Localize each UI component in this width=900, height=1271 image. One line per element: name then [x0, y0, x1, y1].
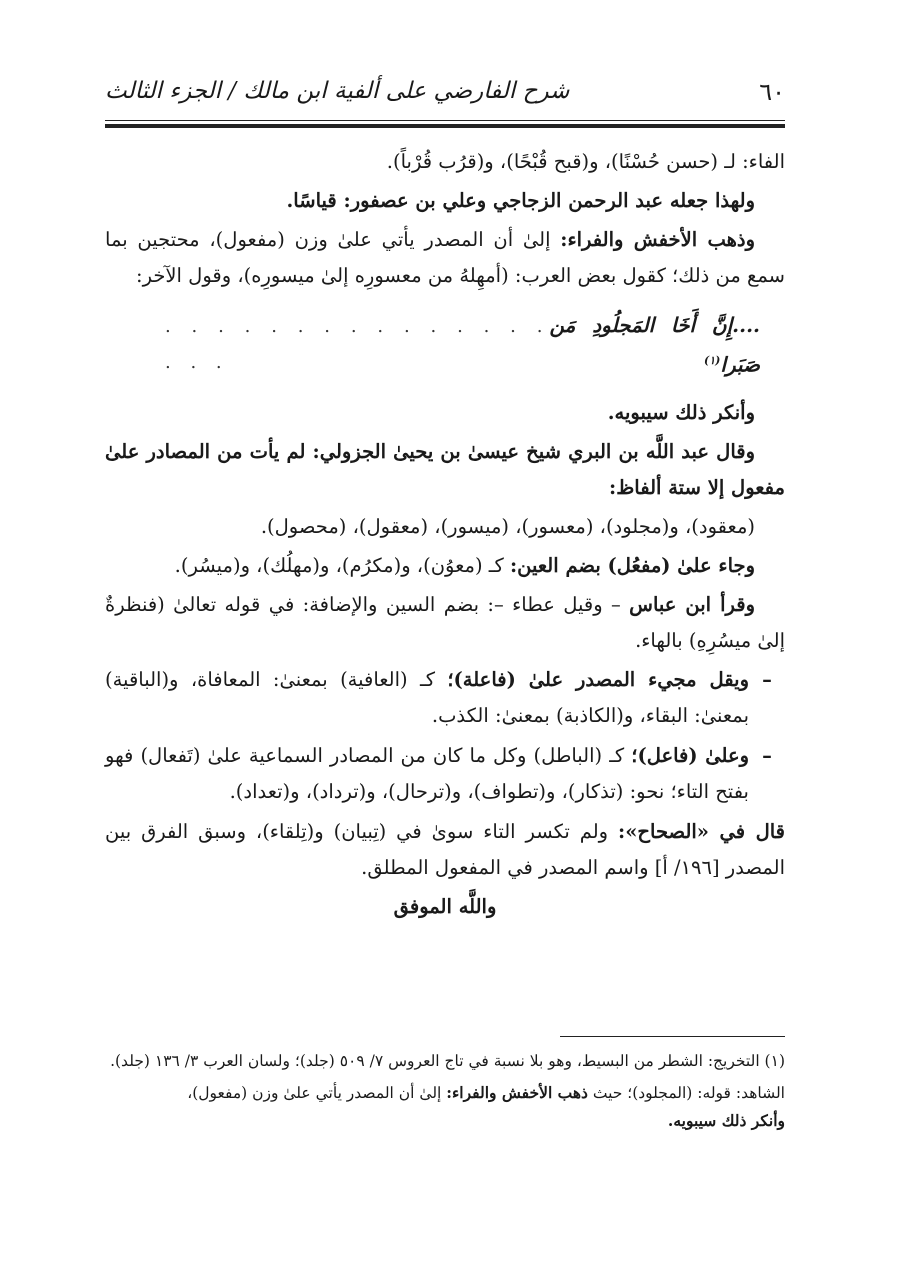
verse-hemistich: ....إِنَّ أَخَا المَجلُودِ مَن صَبَرا — [549, 313, 760, 377]
page-header — [105, 70, 785, 116]
main-text — [105, 144, 785, 928]
paragraph-3-text: إلىٰ أن المصدر يأتي علىٰ وزن (مفعول)، محتجين بما سمع من ذلك؛ كقول بعض العرب: (أمهِلهُ من معسورِه إلىٰ ميسورِه)، وقول الآخر: — [105, 228, 785, 287]
paragraph-9-lead: قال في «الصحاح»: — [618, 819, 785, 843]
paragraph-6: (معقود)، و(مجلود)، (معسور)، (ميسور)، (معقول)، (محصول). — [260, 514, 755, 538]
footnote-2-last: وأنكر ذلك سيبويه. — [667, 1111, 785, 1130]
page-number: ٦٠ — [759, 78, 785, 106]
verse-text — [549, 307, 760, 383]
paragraph-7-lead: وجاء علىٰ (مفعُل) بضم العين: — [509, 553, 755, 577]
list-item-text — [105, 662, 749, 734]
running-title: شرح الفارضي على ألفية ابن مالك / الجزء الثالث — [105, 78, 570, 104]
footnote-separator — [560, 1036, 785, 1037]
closing-phrase: واللَّه الموفق — [393, 894, 497, 918]
list-item-body: كـ (العافية) بمعنىٰ: المعافاة، و(الباقية) بمعنىٰ: البقاء، و(الكاذبة) بمعنىٰ: الكذب. — [105, 667, 749, 727]
bullet-dash: – — [762, 743, 772, 767]
paragraph-8-lead: وقرأ ابن عباس — [629, 592, 755, 616]
paragraph-9-text: ولم تكسر التاء سوىٰ في (تِبيان) و(تِلقاء)، وسبق الفرق بين المصدر [١٩٦/ أ] واسم المصدر في المفعول المطلق. — [105, 819, 785, 879]
poetry-verse — [105, 297, 785, 395]
paragraph-7-text: كـ (معوُن)، و(مكرُم)، و(مهلُك)، و(ميسُر). — [174, 553, 504, 577]
paragraph-9 — [105, 814, 785, 886]
list-item-text — [105, 738, 749, 810]
footnote-2-prefix: الشاهد: قوله: (المجلود)؛ حيث — [592, 1084, 785, 1102]
footnote-2-bold: ذهب الأخفش والفراء: — [446, 1083, 588, 1102]
paragraph-4: وأنكر ذلك سيبويه. — [607, 400, 755, 424]
book-page — [105, 70, 785, 1250]
paragraph-7 — [105, 548, 785, 584]
verse-ellipsis: . . . . . . . . . . . . . . . . . . — [165, 315, 550, 373]
list-item-body: كـ (الباطل) وكل ما كان من المصادر السماعية علىٰ (تَفعال) فهو بفتح التاء؛ نحو: (تذكار)، و(تطواف)، و(ترحال)، و(ترداد)، و(تعداد). — [105, 743, 749, 803]
footnote-2 — [105, 1079, 785, 1135]
paragraph-1: الفاء: لـ (حسن حُسْنًا)، و(قبح قُبْحًا)، و(قرُب قُرْباً). — [386, 150, 785, 173]
list-item-lead: ويقل مجيء المصدر علىٰ (فاعلة)؛ — [447, 667, 749, 691]
list-item — [105, 662, 785, 734]
paragraph-3-lead: وذهب الأخفش والفراء: — [560, 228, 755, 251]
paragraph-8-text: – وقيل عطاء –: بضم السين والإضافة: في قوله تعالىٰ (فنظرةٌ إلىٰ ميسُرِهِ) بالهاء. — [105, 592, 785, 652]
paragraph-2: ولهذا جعله عبد الرحمن الزجاجي وعلي بن عصفور: قياسًا. — [286, 189, 755, 212]
verse-footnote-ref: (١) — [704, 354, 721, 367]
footnote-1: (١) التخريج: الشطر من البسيط، وهو بلا نسبة في تاج العروس ٧/ ٥٠٩ (جلد)؛ ولسان العرب ٣/ ١٣٦ (جلد). — [110, 1052, 785, 1070]
paragraph-8 — [105, 587, 785, 659]
footnote-2-text: إلىٰ أن المصدر يأتي علىٰ وزن (مفعول)، — [187, 1084, 442, 1102]
header-rule-thin — [105, 120, 785, 121]
paragraph-3 — [105, 222, 785, 294]
bullet-dash: – — [762, 667, 772, 691]
header-rule-thick — [105, 124, 785, 128]
list-item — [105, 738, 785, 810]
paragraph-5: وقال عبد اللَّه بن البري شيخ عيسىٰ بن يحيىٰ الجزولي: لم يأت من المصادر علىٰ مفعول إلا ستة ألفاظ: — [105, 439, 785, 499]
list-item-lead: وعلىٰ (فاعل)؛ — [631, 743, 750, 767]
footnotes — [105, 1048, 785, 1139]
